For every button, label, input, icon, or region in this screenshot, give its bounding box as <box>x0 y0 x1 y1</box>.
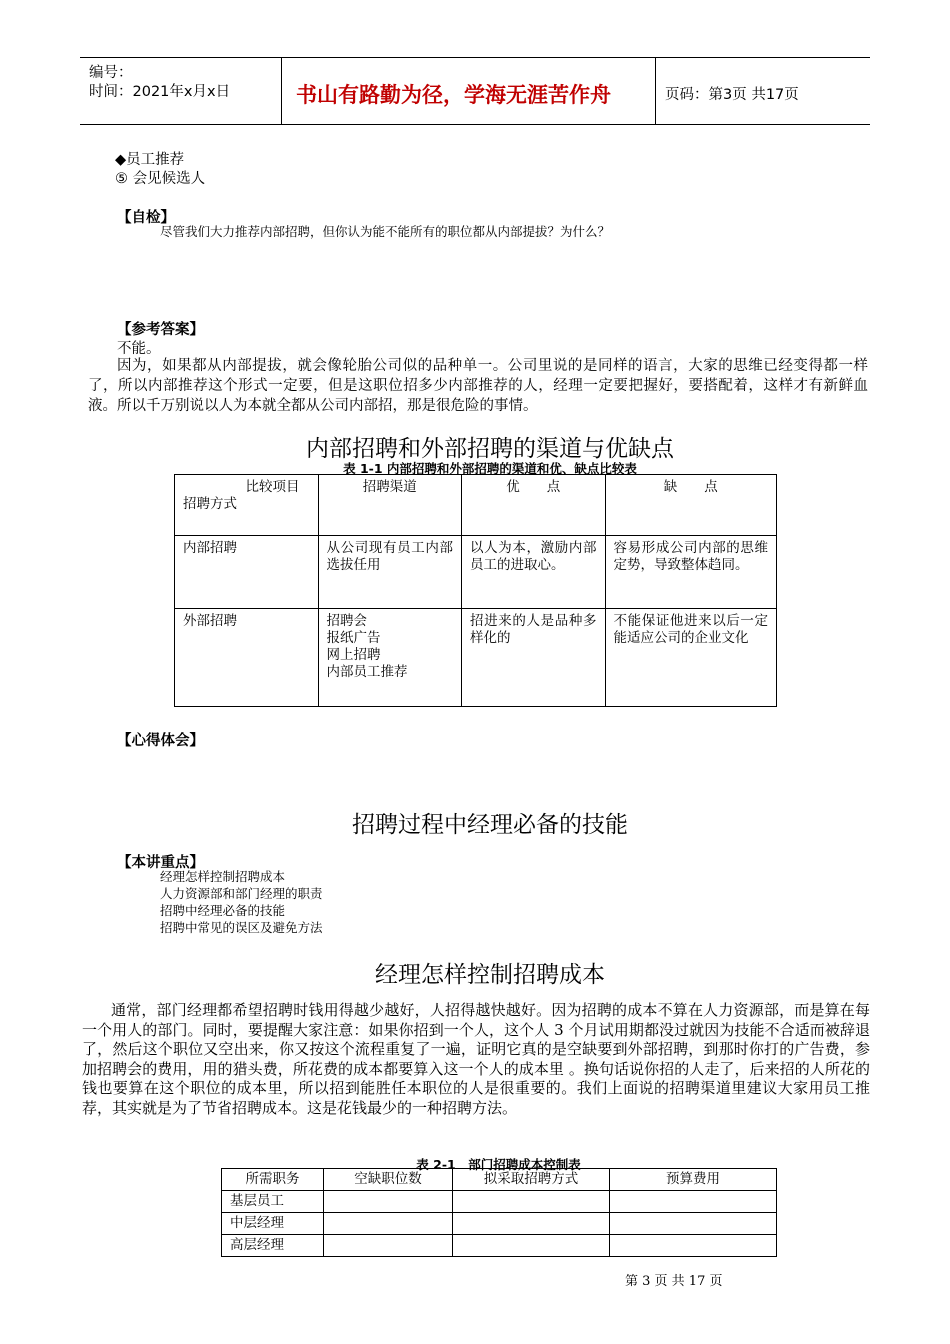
footer-page-number: 第 3 页 共 17 页 <box>625 1274 723 1289</box>
method-cell: 外部招聘 <box>175 609 319 707</box>
column-header: 所需职务 <box>222 1169 324 1191</box>
header-divider-right <box>655 57 656 124</box>
section3-title: 经理怎样控制招聘成本 <box>375 962 605 988</box>
pros-cell: 招进来的人是品种多样化的 <box>461 609 605 707</box>
cons-cell: 容易形成公司内部的思维定势，导致整体趋同。 <box>605 536 776 609</box>
header-number-label: 编号： <box>89 65 133 81</box>
key-points-heading: 【本讲重点】 <box>117 855 204 871</box>
comparison-table <box>174 474 777 707</box>
table-row <box>222 1235 777 1257</box>
table-row <box>222 1213 777 1235</box>
channels-cell <box>318 609 461 707</box>
role-cell: 中层经理 <box>222 1213 324 1235</box>
column-header: 拟采取招聘方式 <box>453 1169 610 1191</box>
corner-header-top: 比较项目 <box>245 479 300 495</box>
header-bottom-rule <box>80 124 870 125</box>
cost-control-table <box>221 1168 777 1257</box>
table2-caption: 表 2-1 部门招聘成本控制表 <box>416 1157 581 1172</box>
column-header: 优 点 <box>461 475 605 536</box>
column-header: 预算费用 <box>610 1169 777 1191</box>
cons-cell: 不能保证他进来以后一定能适应公司的企业文化 <box>605 609 776 707</box>
pros-cell: 以人为本，激励内部员工的进取心。 <box>461 536 605 609</box>
role-cell: 高层经理 <box>222 1235 324 1257</box>
reference-answer-paragraph: 因为，如果都从内部提拔，就会像轮胎公司似的品种单一。公司里说的是同样的语言，大家的思维已经变得都一样了，所以内部推荐这个形式一定要，但是这职位招多少内部推荐的人，经理一定要把握好，要搭配着，这样才有新鲜血液。所以千万别说以人为本就全都从公司内部招，那是很危险的事情。 <box>88 358 868 414</box>
key-point-item: 经理怎样控制招聘成本 <box>160 869 286 884</box>
column-header: 缺 点 <box>605 475 776 536</box>
self-check-question: 尽管我们大力推荐内部招聘，但你认为能不能所有的职位都从内部提拔？为什么？ <box>160 224 611 239</box>
table-cell <box>453 1235 610 1257</box>
header-motto: 书山有路勤为径，学海无涯苦作舟 <box>296 83 611 107</box>
table-cell <box>453 1213 610 1235</box>
header-page-label: 页码：第3页 共17页 <box>665 87 799 103</box>
table-row <box>175 536 777 609</box>
reflection-heading: 【心得体会】 <box>117 733 204 749</box>
section2-title: 招聘过程中经理必备的技能 <box>352 812 628 838</box>
method-cell: 内部招聘 <box>175 536 319 609</box>
table1-caption: 表 1-1 内部招聘和外部招聘的渠道和优、缺点比较表 <box>343 461 637 476</box>
channel-item: 从公司现有员工内部选拔任用 <box>326 540 453 573</box>
table-cell <box>324 1235 453 1257</box>
reference-answer-heading: 【参考答案】 <box>117 322 204 338</box>
corner-header-bottom: 招聘方式 <box>183 496 237 512</box>
key-point-item: 招聘中常见的误区及避免方法 <box>160 920 323 935</box>
channel-item: 招聘会 <box>326 613 367 629</box>
table-cell <box>610 1235 777 1257</box>
channels-cell <box>318 536 461 609</box>
table-cell <box>610 1191 777 1213</box>
table-row <box>175 475 777 536</box>
key-point-item: 人力资源部和部门经理的职责 <box>160 886 323 901</box>
column-header: 空缺职位数 <box>324 1169 453 1191</box>
section3-paragraph: 通常，部门经理都希望招聘时钱用得越少越好，人招得越快越好。因为招聘的成本不算在人力资源部，而是算在每一个用人的部门。同时，要提醒大家注意：如果你招到一个人，这个人 3 个月试用期都没过就因为技能不合适而被辞退了，然后这个职位又空出来，你又按这个流程重复了一遍，证明它真的是空缺要到外部招聘，到那时你打的广告费，参加招聘会的费用，用的猎头费，所花费的成本都要算入这一个人的成本里 。换句话说你招的人走了，后来招的人所花的钱也要算在这个职位的成本里，所以招到能胜任本职位的人是很重要的。我们上面说的招聘渠道里建议大家用员工推荐，其实就是为了节省招聘成本。这是花钱最少的一种招聘方法。 <box>82 1001 870 1117</box>
role-cell: 基层员工 <box>222 1191 324 1213</box>
table-cell <box>453 1191 610 1213</box>
channel-item: 网上招聘 <box>326 647 381 663</box>
table-row <box>175 609 777 707</box>
step-item: ⑤ 会见候选人 <box>115 171 206 187</box>
table-cell <box>324 1213 453 1235</box>
reference-answer-text: 不能。 <box>117 341 161 357</box>
header-divider-left <box>281 57 282 124</box>
bullet-item: ◆员工推荐 <box>115 152 185 168</box>
table-row <box>222 1191 777 1213</box>
self-check-heading: 【自检】 <box>117 210 175 226</box>
table-cell <box>324 1191 453 1213</box>
channel-item: 报纸广告 <box>326 630 381 646</box>
header-time-label: 时间：2021年x月x日 <box>89 84 231 100</box>
key-point-item: 招聘中经理必备的技能 <box>160 903 286 918</box>
table-cell <box>610 1213 777 1235</box>
corner-header-cell <box>175 475 319 536</box>
section1-title: 内部招聘和外部招聘的渠道与优缺点 <box>306 436 674 462</box>
column-header: 招聘渠道 <box>318 475 461 536</box>
header-top-rule <box>80 57 870 58</box>
channel-item: 内部员工推荐 <box>326 664 408 680</box>
table-row <box>222 1169 777 1191</box>
